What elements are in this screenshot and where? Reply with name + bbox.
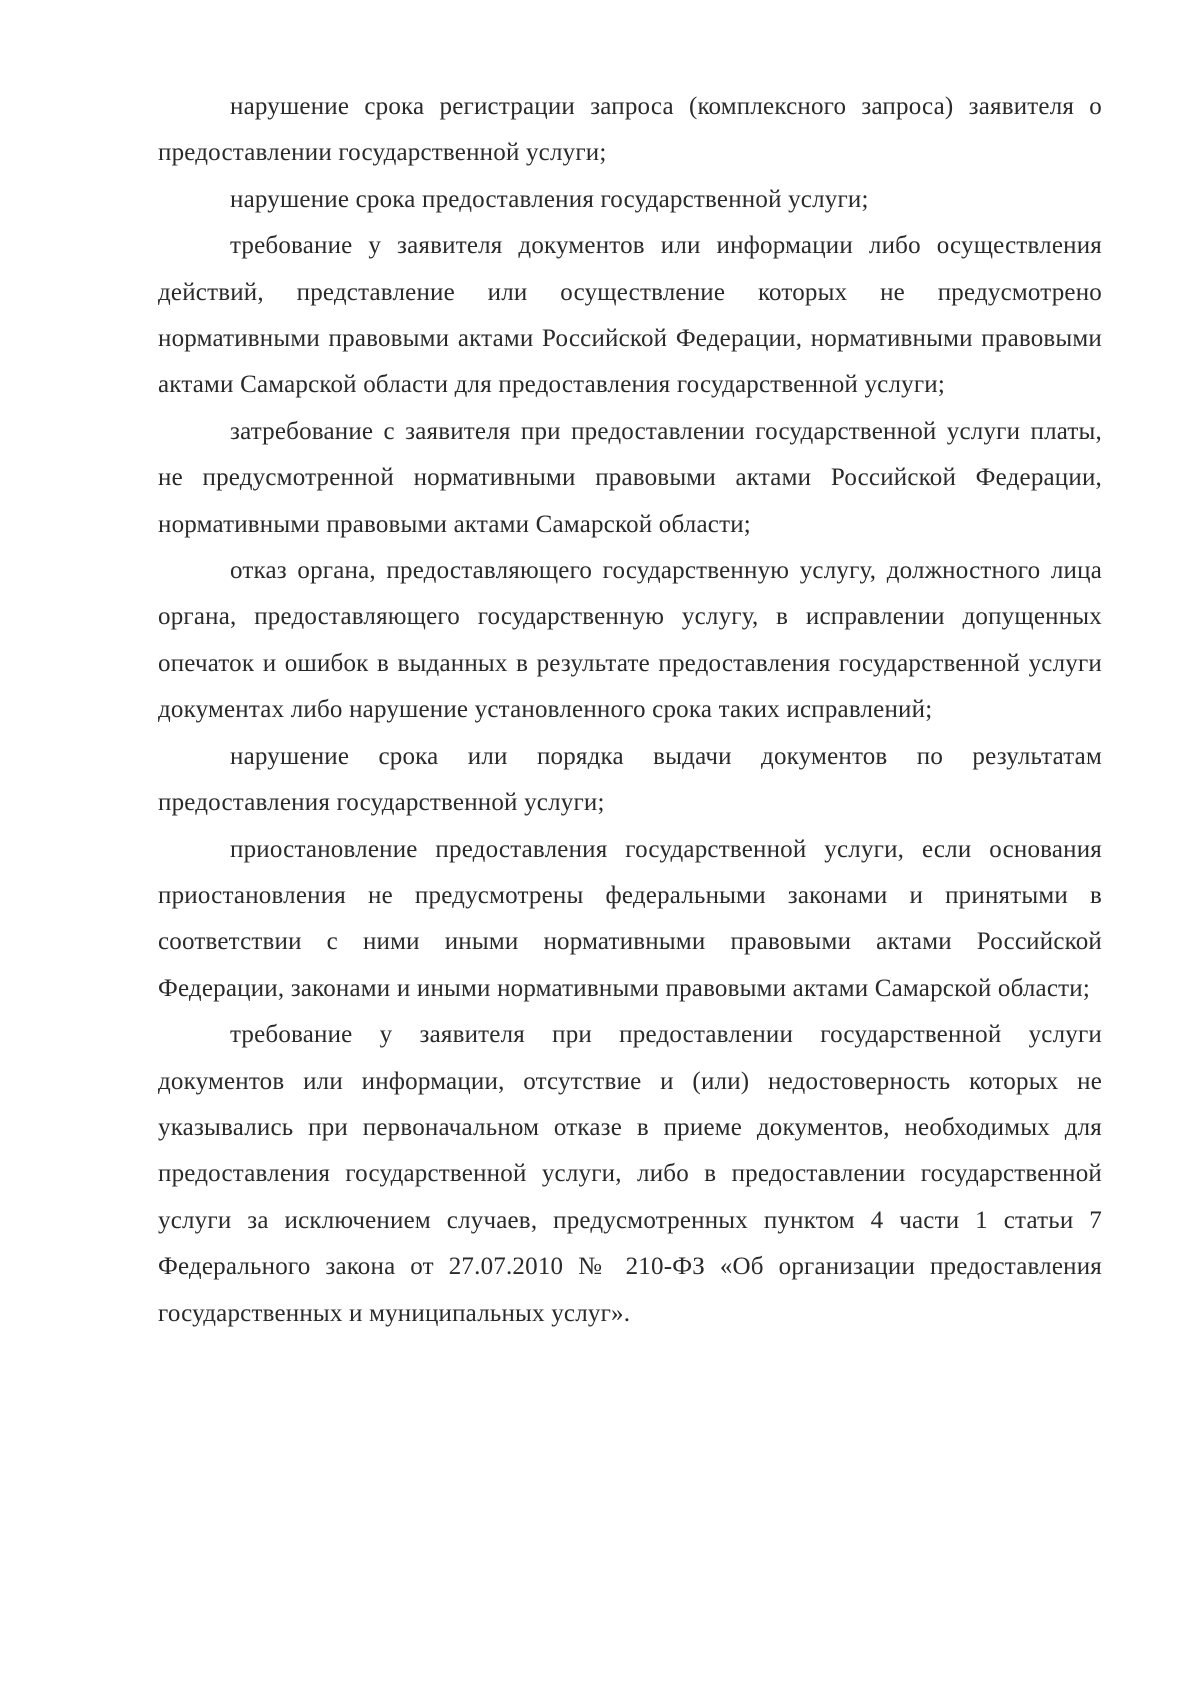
- paragraph-fee-demand: затребование с заявителя при предоставлении государственной услуги платы, не предусмотренной нормативными правовыми актами Российской Федерации, нормативными правовыми актами Самарской области;: [158, 417, 1102, 538]
- paragraph-deadline-violation: нарушение срока предоставления государственной услуги;: [230, 185, 869, 213]
- paragraph-correction-refusal: отказ органа, предоставляющего государственную услугу, должностного лица органа, предоставляющего государственную услугу, в исправлении допущенных опечаток и ошибок в выданных в результате предоставления государственной услуги документах либо нарушение установленного срока таких исправлений;: [158, 557, 1102, 724]
- paragraph-issuance-violation: нарушение срока или порядка выдачи документов по результатам предоставления государственной услуги;: [158, 742, 1102, 817]
- paragraph-extra-documents-requirement: требование у заявителя документов или информации либо осуществления действий, представление или осуществление которых не предусмотрено нормативными правовыми актами Российской Федерации, нормативными правовыми актами Самарской области для предоставления государственной услуги;: [158, 232, 1102, 399]
- document-body: [158, 84, 1102, 1337]
- paragraph-unlisted-documents-requirement: требование у заявителя при предоставлении государственной услуги документов или информации, отсутствие и (или) недостоверность которых не указывались при первоначальном отказе в приеме документов, необходимых для предоставления государственной услуги, либо в предоставлении государственной услуги за исключением случаев, предусмотренных пунктом 4 части 1 статьи 7 Федерального закона от 27.07.2010 № 210-ФЗ «Об организации предоставления государственных и муниципальных услуг».: [158, 1021, 1102, 1327]
- paragraph-registration-violation: нарушение срока регистрации запроса (комплексного запроса) заявителя о предоставлении государственной услуги;: [158, 93, 1102, 167]
- paragraph-suspension: приостановление предоставления государственной услуги, если основания приостановления не предусмотрены федеральными законами и принятыми в соответствии с ними иными нормативными правовыми актами Российской Федерации, законами и иными нормативными правовыми актами Самарской области;: [158, 835, 1102, 1002]
